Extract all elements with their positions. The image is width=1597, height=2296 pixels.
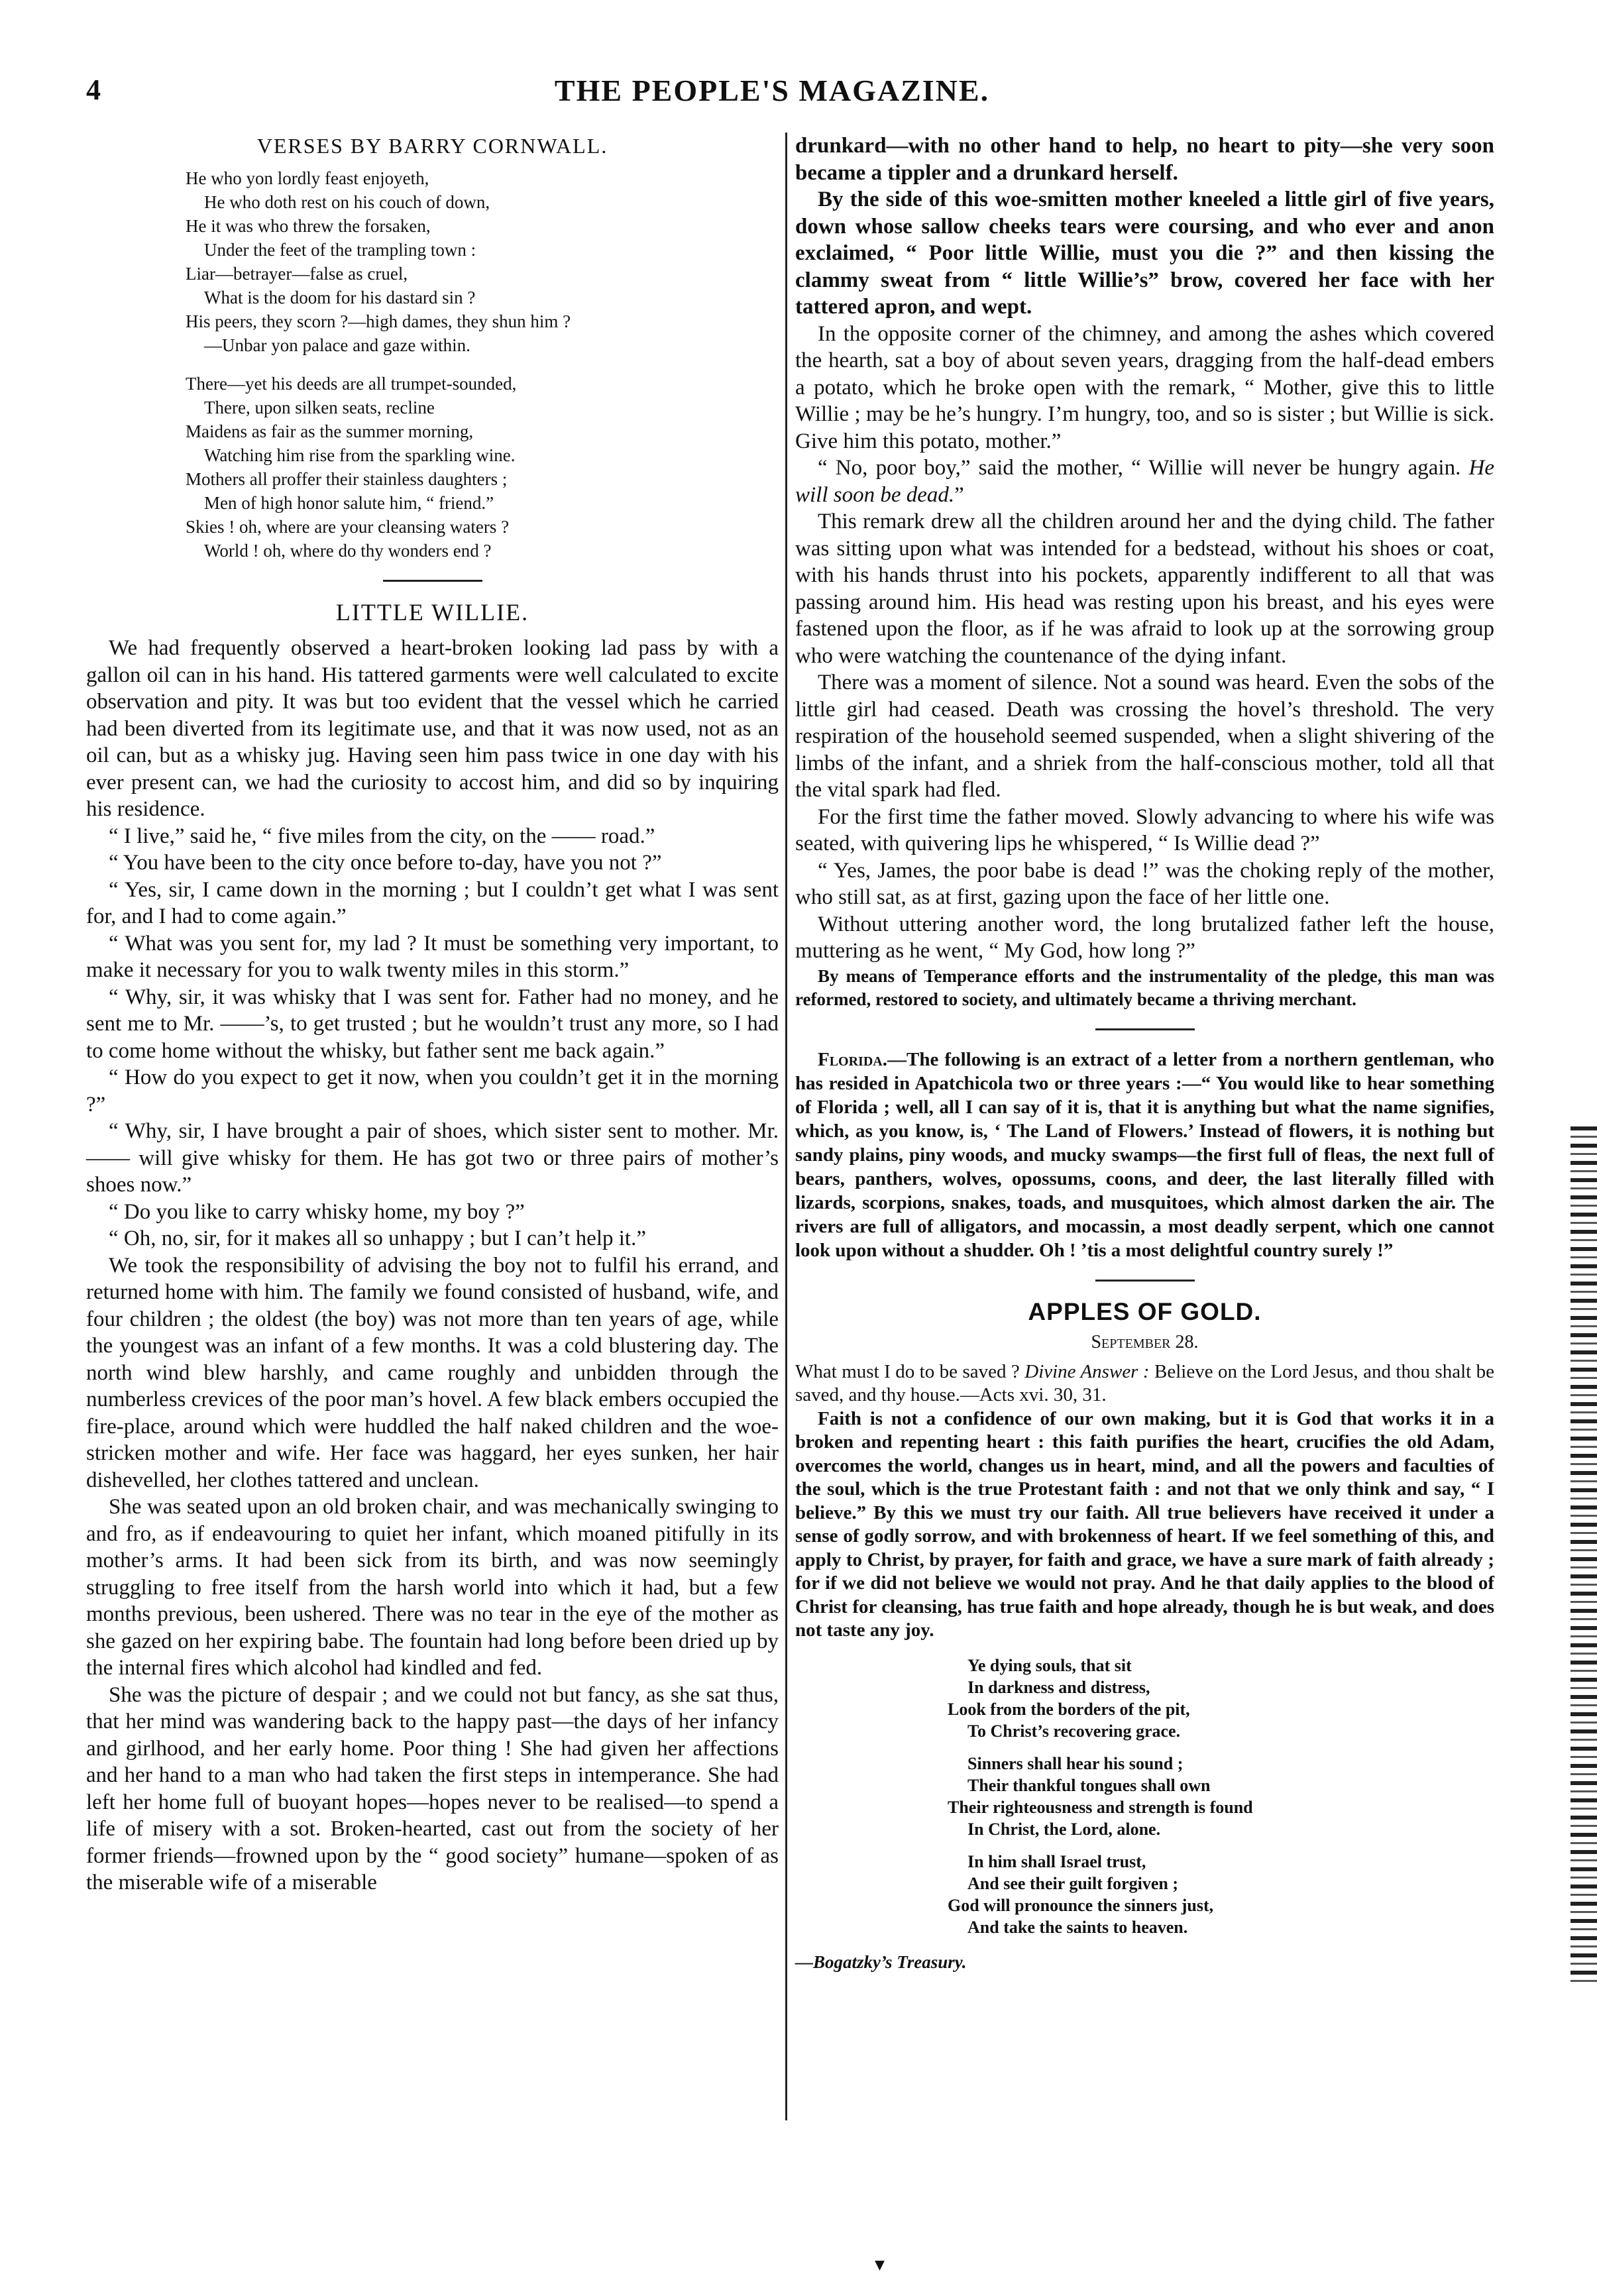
hymn-stanza (948, 1655, 1494, 1742)
verse-line: He who doth rest on his couch of down, (204, 191, 490, 212)
page-number: 4 (86, 74, 101, 106)
scan-edge-noise (1570, 1126, 1597, 1988)
hymn-line: God will pronounce the sinners just, (948, 1895, 1214, 1915)
story-paragraph: For the first time the father moved. Slowly advancing to where his wife was seated, with quivering lips he whispered, “ Is Willie dead ?” (795, 804, 1494, 855)
verse-stanza (186, 166, 779, 357)
story-paragraph: “ Oh, no, sir, for it makes all so unhappy ; but I can’t help it.” (109, 1227, 646, 1250)
story-paragraph: “ I live,” said he, “ five miles from the city, on the —— road.” (109, 824, 655, 848)
page-header (73, 73, 1471, 119)
story-paragraph: This remark drew all the children around her and the dying child. The father was sitting upon what was intended for a bedstead, without his shoes or coat, with his hands thrust into his pockets, apparently indifferent to all that was passing around him. His head was resting upon his breast, and his eyes were fastened upon the floor, as if he was afraid to look up at the sorrowing group who were watching the countenance of the dying infant. (795, 510, 1494, 668)
verse-line: Maidens as fair as the summer morning, (186, 421, 474, 441)
verse-line: Under the feet of the trampling town : (204, 239, 476, 260)
answer-text: Believe on the Lord Jesus, and thou shalt be saved, and thy house.—Acts xvi. 30, 31. (795, 1360, 1495, 1405)
story-paragraph: By the side of this woe-smitten mother kneeled a little girl of five years, down whose sallow cheeks tears were coursing, and who ever and anon exclaimed, “ Poor little Willie, must you die ?” and then kissing the clammy sweat from “ little Willie’s” brow, covered her face with her tattered apron, and wept. (795, 188, 1494, 319)
hymn-line: To Christ’s recovering grace. (967, 1721, 1181, 1741)
magazine-title: THE PEOPLE'S MAGAZINE. (554, 74, 990, 107)
hymn-line: Look from the borders of the pit, (948, 1699, 1190, 1719)
story-paragraph: “ Yes, James, the poor babe is dead !” was the choking reply of the mother, who still sat, as at first, gazing upon the face of her little one. (795, 858, 1494, 909)
story-paragraph: “ Why, sir, I have brought a pair of shoes, which sister sent to mother. Mr. —— will give whisky for them. He has got two or three pairs of mother’s shoes now.” (86, 1119, 779, 1197)
apples-paragraph: Faith is not a confidence of our own making, but it is God that works it in a broken and repenting heart : this faith purifies the heart, crucifies the old Adam, overcomes the world, changes us in heart, mind, and all the powers and faculties of the soul, which is the true Protestant faith : and not that we only think and say, “ I believe.” By this we must try our faith. All true believers have received it under a sense of godly sorrow, and with brokenness of heart. If we feel something of this, and apply to Christ, by prayer, for faith and grace, we have a sure mark of faith already ; for if we did not believe we would not pray. And he that daily applies to the blood of Christ for cleansing, has true faith and hope already, though he is but weak, and does not taste any joy. (795, 1407, 1494, 1641)
verse-line: —Unbar yon palace and gaze within. (204, 335, 470, 355)
hymn-line: Sinners shall hear his sound ; (967, 1753, 1184, 1773)
apples-question (795, 1360, 1494, 1407)
verses-poem (186, 166, 779, 563)
story-paragraph: “ How do you expect to get it now, when you couldn’t get it in the morning ?” (86, 1066, 779, 1117)
hymn-line: And see their guilt forgiven ; (967, 1873, 1178, 1893)
apples-of-gold-title: APPLES OF GOLD. (1028, 1297, 1262, 1325)
verse-line: What is the doom for his dastard sin ? (204, 287, 476, 307)
story-paragraph: “ What was you sent for, my lad ? It must be something very important, to make it necessary for you to walk twenty miles in this storm.” (86, 931, 779, 982)
little-willie-title: LITTLE WILLIE. (335, 598, 529, 626)
hymn-line: And take the saints to heaven. (967, 1917, 1188, 1937)
story-paragraph: There was a moment of silence. Not a sound was heard. Even the sobs of the little girl had ceased. Death was crossing the hovel’s threshold. The very respiration of the household seemed suspended, when a slight shivering of the limbs of the infant, and a shriek from the half-conscious mother, told all that the vital spark had fled. (795, 671, 1494, 802)
scan-mark: ▾ (875, 2254, 885, 2275)
story-quote: “ No, poor boy,” said the mother, “ Willie will never be hungry again. (818, 456, 1461, 480)
story-paragraph: “ You have been to the city once before to-day, have you not ?” (109, 851, 662, 875)
story-paragraph: Without uttering another word, the long brutalized father left the house, muttering as he went, “ My God, how long ?” (795, 912, 1494, 963)
verse-line: Liar—betrayer—false as cruel, (186, 263, 408, 284)
section-rule (1095, 1280, 1195, 1282)
verse-stanza (186, 372, 779, 563)
story-paragraph: She was seated upon an old broken chair, and was mechanically swinging to and fro, as if endeavouring to quiet her infant, which moaned pitifully in its mother’s arms. It had been sick from its birth, and was now seemingly struggling to free itself from the harsh world into which it had, but a few months previous, been ushered. There was no tear in the eye of the mother as she gazed on her expiring babe. The fountain had long before been dried up by the internal fires which alcohol had kindled and fed. (86, 1495, 779, 1680)
story-paragraph: “ Why, sir, it was whisky that I was sent for. Father had no money, and he sent me to Mr. ——’s, to get trusted ; but he wouldn’t trust any more, so I had to come home without the whisky, but father sent me back again.” (86, 985, 779, 1063)
verse-line: World ! oh, where do thy wonders end ? (204, 540, 492, 561)
verse-line: His peers, they scorn ?—high dames, they shun him ? (186, 311, 571, 331)
hymn-line: In Christ, the Lord, alone. (967, 1819, 1161, 1839)
apples-date: September 28. (1091, 1332, 1199, 1352)
florida-text: —The following is an extract of a letter from a northern gentleman, who has resided in Apatchicola two or three years :—“ You would like to hear something of Florida ; well, all I can say of it is, that it is anything but what the name signifies, which, as you know, is, ‘ The Land of Flowers.’ Instead of flowers, it is nothing but sandy plains, piny woods, and mucky swamps—the first full of fleas, the next full of bears, panthers, wolves, opossums, coons, and deer, the last literally filled with lizards, scorpions, snakes, toads, and musquitoes, which almost darken the air. The rivers are full of alligators, and mocassin, a most deadly serpent, which one cannot look upon without a shudder. Oh ! ’tis a most delightful country surely !” (795, 1048, 1494, 1261)
hymn-line: Their righteousness and strength is found (948, 1797, 1253, 1817)
florida-extract (795, 1048, 1494, 1262)
hymn-line: In darkness and distress, (967, 1677, 1150, 1697)
hymn-line: Their thankful tongues shall own (967, 1775, 1211, 1795)
verse-line: Skies ! oh, where are your cleansing waters ? (186, 516, 510, 537)
story-continuation: drunkard—with no other hand to help, no heart to pity—she very soon became a tippler and a drunkard herself. (795, 134, 1494, 185)
verse-line: Mothers all proffer their stainless daughters ; (186, 468, 508, 489)
hymn-line: In him shall Israel trust, (967, 1851, 1146, 1871)
section-rule (383, 580, 482, 582)
answer-label: Divine Answer : (1024, 1360, 1150, 1382)
verses-title: VERSES BY BARRY CORNWALL. (256, 134, 608, 158)
hymn (948, 1655, 1494, 1938)
hymn-stanza (948, 1753, 1494, 1840)
story-paragraph: She was the picture of despair ; and we could not but fancy, as she sat thus, that her mind was wandering back to the happy past—the days of her infancy and girlhood, and her early home. Poor thing ! She had given her affections and her hand to a man who had taken the first steps in intemperance. She had left her home full of buoyant hopes—hopes never to be realised—to spend a life of misery with a sot. Broken-hearted, cast out from the society of her former friends—frowned upon by the “ good society” humane—spoken of as the miserable wife of a miserable (86, 1682, 779, 1894)
right-column (795, 133, 1494, 1975)
verse-line: There, upon silken seats, recline (204, 397, 435, 417)
story-paragraph: “ Yes, sir, I came down in the morning ; but I couldn’t get what I was sent for, and I had to come again.” (86, 877, 779, 928)
verse-line: He who yon lordly feast enjoyeth, (186, 168, 429, 188)
verse-line: Watching him rise from the sparkling wine. (204, 445, 516, 465)
left-column (86, 133, 779, 1896)
story-paragraph: We had frequently observed a heart-broken looking lad pass by with a gallon oil can in his hand. His tattered garments were well calculated to excite observation and pity. It was but too evident that the vessel which he carried had been diverted from its legitimate use, and that it was now used, not as an oil can, but as a whisky jug. Having seen him pass twice in one day with his ever present can, we had the curiosity to accost him, and did so by inquiring his residence. (86, 636, 779, 821)
story-paragraph: “ Do you like to carry whisky home, my boy ?” (109, 1199, 525, 1224)
section-rule (1095, 1028, 1195, 1030)
story-paragraph: “ No, poor boy,” said the mother, “ Willie will never be hungry again. He will soon be dead.” (795, 456, 1495, 507)
hymn-source: —Bogatzky’s Treasury. (795, 1951, 967, 1972)
florida-label: Florida. (818, 1048, 887, 1070)
column-divider (785, 133, 787, 2120)
little-willie-story (86, 635, 779, 1896)
temperance-note: By means of Temperance efforts and the instrumentality of the pledge, this man was reformed, restored to society, and ultimately became a thriving merchant. (795, 965, 1494, 1009)
verse-line: Men of high honor salute him, “ friend.” (204, 492, 494, 513)
verse-line: There—yet his deeds are all trumpet-sounded, (186, 373, 517, 394)
hymn-line: Ye dying souls, that sit (967, 1655, 1132, 1675)
question-text: What must I do to be saved ? (795, 1360, 1020, 1382)
verse-line: He it was who threw the forsaken, (186, 215, 431, 236)
hymn-stanza (948, 1851, 1494, 1938)
story-paragraph: We took the responsibility of advising the boy not to fulfil his errand, and returned home with him. The family we found consisted of husband, wife, and four children ; the oldest (the boy) was not more than ten years of age, while the youngest was an infant of a few months. It was a cold blustering day. The north wind blew harshly, and came roughly and unbidden through the numberless crevices of the poor man’s hovel. A few black embers occupied the fire-place, around which were huddled the half naked children and the woe-stricken mother and wife. Her face was haggard, her eyes sunken, her hair dishevelled, her clothes tattered and unclean. (86, 1253, 779, 1492)
story-quote-italic: He will soon be dead. (795, 456, 1495, 507)
story-paragraph: In the opposite corner of the chimney, and among the ashes which covered the hearth, sat a boy of about seven years, dragging from the half-dead embers a potato, which he broke open with the remark, “ Mother, give this to little Willie ; may be he’s hungry. I’m hungry, too, and so is sister ; but Willie is sick. Give him this potato, mother.” (795, 321, 1494, 453)
